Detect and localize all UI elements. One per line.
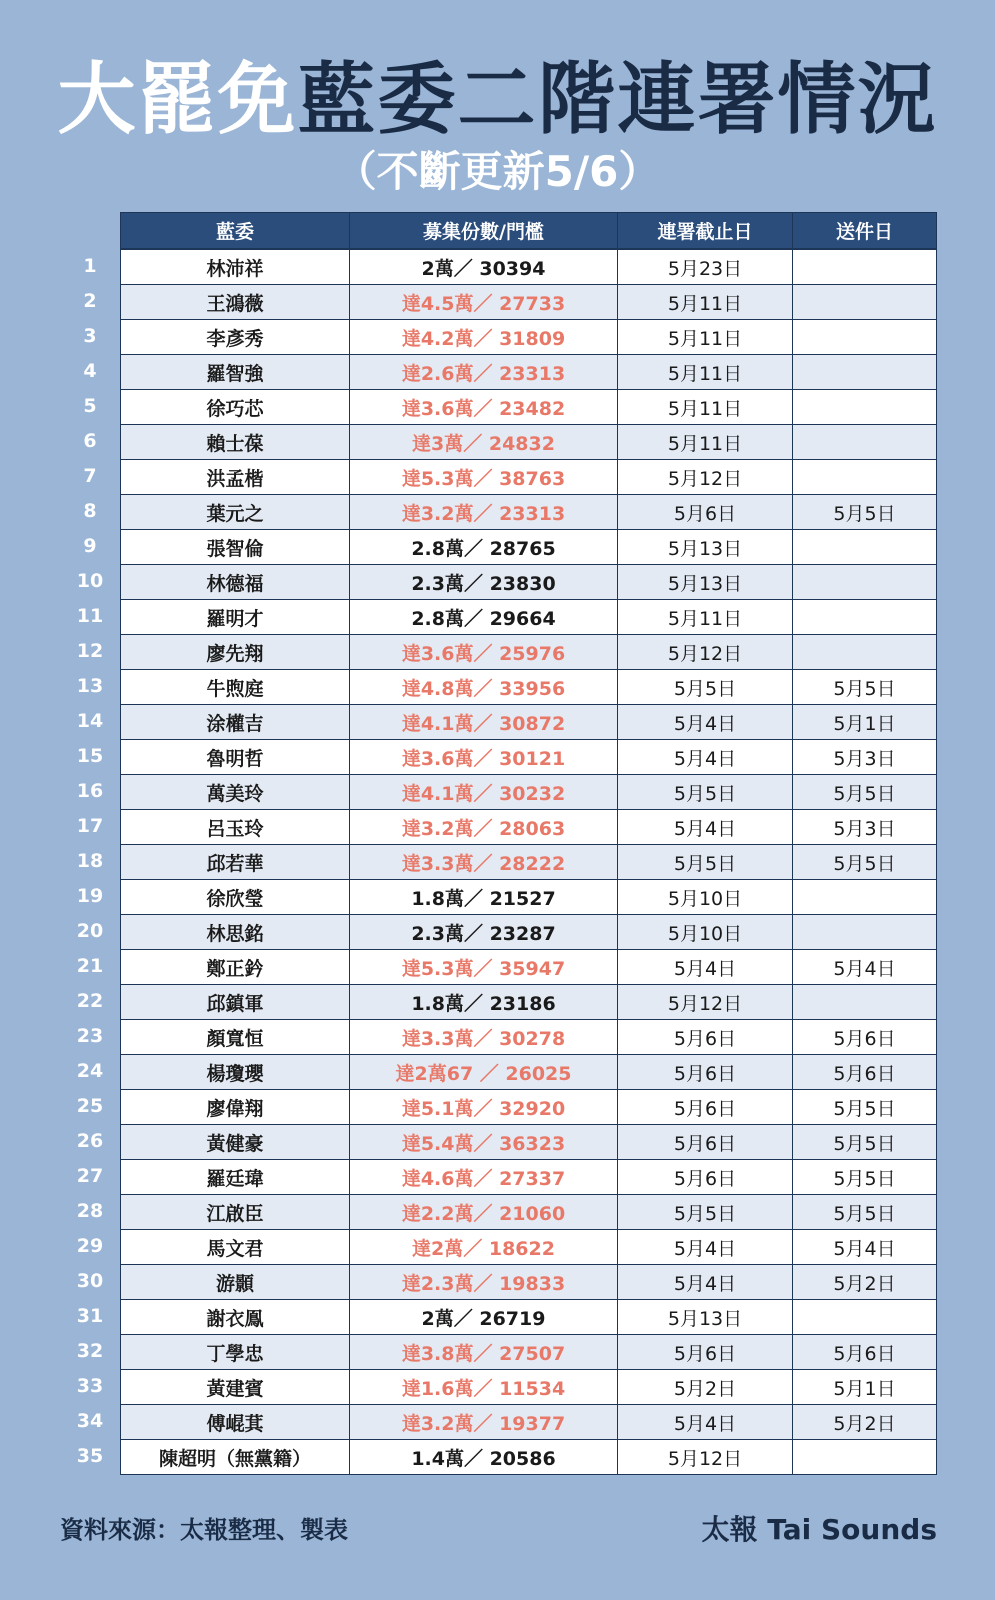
- deadline-cell: 5月6日: [618, 1335, 793, 1370]
- submission-date-cell: 5月5日: [793, 1195, 937, 1230]
- deadline-cell: 5月10日: [618, 915, 793, 950]
- legislator-name-cell: 羅明才: [121, 600, 350, 635]
- submission-date-cell: [793, 1300, 937, 1335]
- deadline-cell: 5月4日: [618, 1405, 793, 1440]
- table-row: [121, 1405, 937, 1440]
- legislator-name-cell: 黃建賓: [121, 1370, 350, 1405]
- legislator-name-cell: 牛煦庭: [121, 670, 350, 705]
- submission-date-cell: [793, 880, 937, 915]
- table-row: [121, 705, 937, 740]
- row-number: 34: [76, 1410, 104, 1432]
- legislator-name-cell: 廖偉翔: [121, 1090, 350, 1125]
- deadline-cell: 5月4日: [618, 950, 793, 985]
- table-body: [121, 249, 937, 1475]
- signature-count-cell: 達2.2萬／ 21060: [350, 1195, 618, 1230]
- row-number-column: [64, 249, 116, 1474]
- table-row: [121, 1160, 937, 1195]
- submission-date-cell: 5月5日: [793, 670, 937, 705]
- deadline-cell: 5月13日: [618, 530, 793, 565]
- deadline-cell: 5月6日: [618, 1160, 793, 1195]
- row-number: 26: [76, 1130, 104, 1152]
- submission-date-cell: 5月3日: [793, 740, 937, 775]
- submission-date-cell: 5月4日: [793, 950, 937, 985]
- header-deadline: 連署截止日: [618, 213, 793, 250]
- legislator-name-cell: 洪孟楷: [121, 460, 350, 495]
- deadline-cell: 5月11日: [618, 355, 793, 390]
- signature-count-cell: 2萬／ 26719: [350, 1300, 618, 1335]
- table-row: [121, 1440, 937, 1475]
- legislator-name-cell: 林德福: [121, 565, 350, 600]
- signature-count-cell: 達3.6萬／ 30121: [350, 740, 618, 775]
- table-row: [121, 1195, 937, 1230]
- table-row: [121, 1335, 937, 1370]
- legislator-name-cell: 黃健豪: [121, 1125, 350, 1160]
- table-row: [121, 775, 937, 810]
- row-number: 33: [76, 1375, 104, 1397]
- row-number: 27: [76, 1165, 104, 1187]
- legislator-name-cell: 羅廷瑋: [121, 1160, 350, 1195]
- table-row: [121, 285, 937, 320]
- header-submission-date: 送件日: [793, 213, 937, 250]
- deadline-cell: 5月12日: [618, 460, 793, 495]
- legislator-name-cell: 馬文君: [121, 1230, 350, 1265]
- submission-date-cell: 5月5日: [793, 1125, 937, 1160]
- signature-count-cell: 達4.5萬／ 27733: [350, 285, 618, 320]
- table-row: [121, 530, 937, 565]
- submission-date-cell: 5月5日: [793, 495, 937, 530]
- title-part-1: 大罷免: [57, 55, 298, 145]
- deadline-cell: 5月11日: [618, 425, 793, 460]
- row-number: 30: [76, 1270, 104, 1292]
- table-row: [121, 320, 937, 355]
- deadline-cell: 5月6日: [618, 1020, 793, 1055]
- signature-count-cell: 達3.2萬／ 28063: [350, 810, 618, 845]
- table-row: [121, 1125, 937, 1160]
- row-number: 2: [83, 290, 97, 312]
- row-number: 5: [83, 395, 97, 417]
- legislator-name-cell: 廖先翔: [121, 635, 350, 670]
- table-row: [121, 600, 937, 635]
- row-number: 13: [76, 675, 104, 697]
- table-row: [121, 1300, 937, 1335]
- row-number: 18: [76, 850, 104, 872]
- signature-count-cell: 達5.1萬／ 32920: [350, 1090, 618, 1125]
- row-number: 28: [76, 1200, 104, 1222]
- submission-date-cell: 5月3日: [793, 810, 937, 845]
- row-number: 23: [76, 1025, 104, 1047]
- row-number: 29: [76, 1235, 104, 1257]
- table-header-row: [121, 213, 937, 250]
- deadline-cell: 5月11日: [618, 285, 793, 320]
- submission-date-cell: 5月6日: [793, 1020, 937, 1055]
- signature-count-cell: 達5.3萬／ 35947: [350, 950, 618, 985]
- legislator-name-cell: 楊瓊瓔: [121, 1055, 350, 1090]
- submission-date-cell: [793, 390, 937, 425]
- legislator-name-cell: 丁學忠: [121, 1335, 350, 1370]
- signature-count-cell: 1.8萬／ 21527: [350, 880, 618, 915]
- deadline-cell: 5月11日: [618, 390, 793, 425]
- signature-count-cell: 達2萬／ 18622: [350, 1230, 618, 1265]
- submission-date-cell: [793, 425, 937, 460]
- submission-date-cell: 5月2日: [793, 1405, 937, 1440]
- header-signature-count: 募集份數/門檻: [350, 213, 618, 250]
- header-legislator: 藍委: [121, 213, 350, 250]
- deadline-cell: 5月5日: [618, 845, 793, 880]
- row-number: 17: [76, 815, 104, 837]
- table-row: [121, 1265, 937, 1300]
- row-number: 19: [76, 885, 104, 907]
- table-row: [121, 880, 937, 915]
- submission-date-cell: 5月5日: [793, 1090, 937, 1125]
- table-row: [121, 740, 937, 775]
- submission-date-cell: [793, 249, 937, 285]
- table-row: [121, 495, 937, 530]
- row-number: 1: [83, 255, 97, 277]
- submission-date-cell: 5月1日: [793, 705, 937, 740]
- signature-count-cell: 2萬／ 30394: [350, 249, 618, 285]
- signature-count-cell: 達4.8萬／ 33956: [350, 670, 618, 705]
- deadline-cell: 5月4日: [618, 810, 793, 845]
- submission-date-cell: 5月2日: [793, 1265, 937, 1300]
- submission-date-cell: [793, 460, 937, 495]
- deadline-cell: 5月6日: [618, 1090, 793, 1125]
- signature-count-cell: 2.3萬／ 23830: [350, 565, 618, 600]
- submission-date-cell: [793, 1440, 937, 1475]
- submission-date-cell: 5月5日: [793, 775, 937, 810]
- row-number: 7: [83, 465, 97, 487]
- legislator-name-cell: 邱若華: [121, 845, 350, 880]
- submission-date-cell: [793, 985, 937, 1020]
- signature-count-cell: 達4.1萬／ 30232: [350, 775, 618, 810]
- legislator-name-cell: 游顥: [121, 1265, 350, 1300]
- legislator-name-cell: 江啟臣: [121, 1195, 350, 1230]
- table-row: [121, 425, 937, 460]
- legislator-name-cell: 謝衣鳯: [121, 1300, 350, 1335]
- legislator-name-cell: 邱鎮軍: [121, 985, 350, 1020]
- signature-count-cell: 達5.3萬／ 38763: [350, 460, 618, 495]
- table-row: [121, 1090, 937, 1125]
- row-number: 11: [76, 605, 104, 627]
- signature-count-cell: 達5.4萬／ 36323: [350, 1125, 618, 1160]
- row-number: 15: [76, 745, 104, 767]
- deadline-cell: 5月13日: [618, 565, 793, 600]
- legislator-name-cell: 涂權吉: [121, 705, 350, 740]
- deadline-cell: 5月4日: [618, 705, 793, 740]
- row-number: 31: [76, 1305, 104, 1327]
- submission-date-cell: [793, 355, 937, 390]
- signature-count-cell: 達1.6萬／ 11534: [350, 1370, 618, 1405]
- deadline-cell: 5月2日: [618, 1370, 793, 1405]
- deadline-cell: 5月6日: [618, 1125, 793, 1160]
- table-row: [121, 565, 937, 600]
- deadline-cell: 5月12日: [618, 635, 793, 670]
- title-part-2: 藍委二階連署情況: [297, 55, 938, 145]
- deadline-cell: 5月13日: [618, 1300, 793, 1335]
- signature-count-cell: 2.8萬／ 29664: [350, 600, 618, 635]
- deadline-cell: 5月6日: [618, 495, 793, 530]
- deadline-cell: 5月5日: [618, 775, 793, 810]
- row-number: 24: [76, 1060, 104, 1082]
- row-number: 14: [76, 710, 104, 732]
- brand-logo-text: 太報 Tai Sounds: [701, 1513, 937, 1546]
- deadline-cell: 5月5日: [618, 1195, 793, 1230]
- deadline-cell: 5月4日: [618, 1265, 793, 1300]
- legislator-name-cell: 林沛祥: [121, 249, 350, 285]
- legislator-name-cell: 呂玉玲: [121, 810, 350, 845]
- table-row: [121, 985, 937, 1020]
- signature-count-cell: 達4.1萬／ 30872: [350, 705, 618, 740]
- signature-count-cell: 2.8萬／ 28765: [350, 530, 618, 565]
- signature-count-cell: 達3.6萬／ 23482: [350, 390, 618, 425]
- legislator-name-cell: 李彥秀: [121, 320, 350, 355]
- submission-date-cell: [793, 600, 937, 635]
- signature-count-cell: 1.4萬／ 20586: [350, 1440, 618, 1475]
- row-number: 32: [76, 1340, 104, 1362]
- submission-date-cell: [793, 565, 937, 600]
- row-number: 22: [76, 990, 104, 1012]
- deadline-cell: 5月6日: [618, 1055, 793, 1090]
- deadline-cell: 5月12日: [618, 1440, 793, 1475]
- submission-date-cell: 5月5日: [793, 1160, 937, 1195]
- row-number: 6: [83, 430, 97, 452]
- row-number: 10: [76, 570, 104, 592]
- page-title: [0, 52, 995, 148]
- submission-date-cell: [793, 320, 937, 355]
- submission-date-cell: 5月6日: [793, 1055, 937, 1090]
- signature-count-cell: 達2.6萬／ 23313: [350, 355, 618, 390]
- signature-count-cell: 2.3萬／ 23287: [350, 915, 618, 950]
- row-number: 3: [83, 325, 97, 347]
- table-row: [121, 950, 937, 985]
- table-row: [121, 1370, 937, 1405]
- deadline-cell: 5月12日: [618, 985, 793, 1020]
- deadline-cell: 5月4日: [618, 740, 793, 775]
- signature-count-cell: 達2.3萬／ 19833: [350, 1265, 618, 1300]
- row-number: 8: [83, 500, 97, 522]
- signature-count-cell: 達3.6萬／ 25976: [350, 635, 618, 670]
- submission-date-cell: [793, 915, 937, 950]
- table-row: [121, 915, 937, 950]
- deadline-cell: 5月11日: [618, 600, 793, 635]
- row-number: 4: [83, 360, 97, 382]
- row-number: 16: [76, 780, 104, 802]
- data-source: 資料來源：太報整理、製表: [60, 1516, 348, 1544]
- signature-count-cell: 達3萬／ 24832: [350, 425, 618, 460]
- signature-count-cell: 達3.3萬／ 28222: [350, 845, 618, 880]
- legislator-name-cell: 顏寬恒: [121, 1020, 350, 1055]
- legislator-name-cell: 陳超明（無黨籍）: [121, 1440, 350, 1475]
- legislator-name-cell: 賴士葆: [121, 425, 350, 460]
- page-subtitle: （不斷更新5/6）: [334, 147, 661, 196]
- table-row: [121, 670, 937, 705]
- signature-count-cell: 達3.2萬／ 19377: [350, 1405, 618, 1440]
- deadline-cell: 5月23日: [618, 249, 793, 285]
- signature-count-cell: 達4.6萬／ 27337: [350, 1160, 618, 1195]
- submission-date-cell: 5月5日: [793, 845, 937, 880]
- row-number: 21: [76, 955, 104, 977]
- row-number: 25: [76, 1095, 104, 1117]
- deadline-cell: 5月11日: [618, 320, 793, 355]
- legislator-name-cell: 葉元之: [121, 495, 350, 530]
- row-number: 20: [76, 920, 104, 942]
- submission-date-cell: [793, 530, 937, 565]
- recall-table: [120, 212, 937, 1475]
- legislator-name-cell: 徐巧芯: [121, 390, 350, 425]
- legislator-name-cell: 王鴻薇: [121, 285, 350, 320]
- signature-count-cell: 達3.3萬／ 30278: [350, 1020, 618, 1055]
- row-number: 12: [76, 640, 104, 662]
- signature-count-cell: 達4.2萬／ 31809: [350, 320, 618, 355]
- submission-date-cell: [793, 285, 937, 320]
- table-row: [121, 249, 937, 285]
- row-number: 9: [83, 535, 97, 557]
- deadline-cell: 5月5日: [618, 670, 793, 705]
- signature-count-cell: 達3.8萬／ 27507: [350, 1335, 618, 1370]
- table-row: [121, 1055, 937, 1090]
- table-row: [121, 1230, 937, 1265]
- signature-count-cell: 達3.2萬／ 23313: [350, 495, 618, 530]
- legislator-name-cell: 萬美玲: [121, 775, 350, 810]
- submission-date-cell: 5月6日: [793, 1335, 937, 1370]
- table-row: [121, 390, 937, 425]
- signature-count-cell: 達2萬67 ／ 26025: [350, 1055, 618, 1090]
- legislator-name-cell: 鄭正鈐: [121, 950, 350, 985]
- table-row: [121, 460, 937, 495]
- table-row: [121, 810, 937, 845]
- table-row: [121, 355, 937, 390]
- legislator-name-cell: 傅崐萁: [121, 1405, 350, 1440]
- legislator-name-cell: 魯明哲: [121, 740, 350, 775]
- table-row: [121, 635, 937, 670]
- table-row: [121, 1020, 937, 1055]
- submission-date-cell: [793, 635, 937, 670]
- submission-date-cell: 5月4日: [793, 1230, 937, 1265]
- deadline-cell: 5月4日: [618, 1230, 793, 1265]
- legislator-name-cell: 羅智強: [121, 355, 350, 390]
- row-number: 35: [76, 1445, 104, 1467]
- legislator-name-cell: 林思銘: [121, 915, 350, 950]
- deadline-cell: 5月10日: [618, 880, 793, 915]
- legislator-name-cell: 徐欣瑩: [121, 880, 350, 915]
- submission-date-cell: 5月1日: [793, 1370, 937, 1405]
- legislator-name-cell: 張智倫: [121, 530, 350, 565]
- table-row: [121, 845, 937, 880]
- signature-count-cell: 1.8萬／ 23186: [350, 985, 618, 1020]
